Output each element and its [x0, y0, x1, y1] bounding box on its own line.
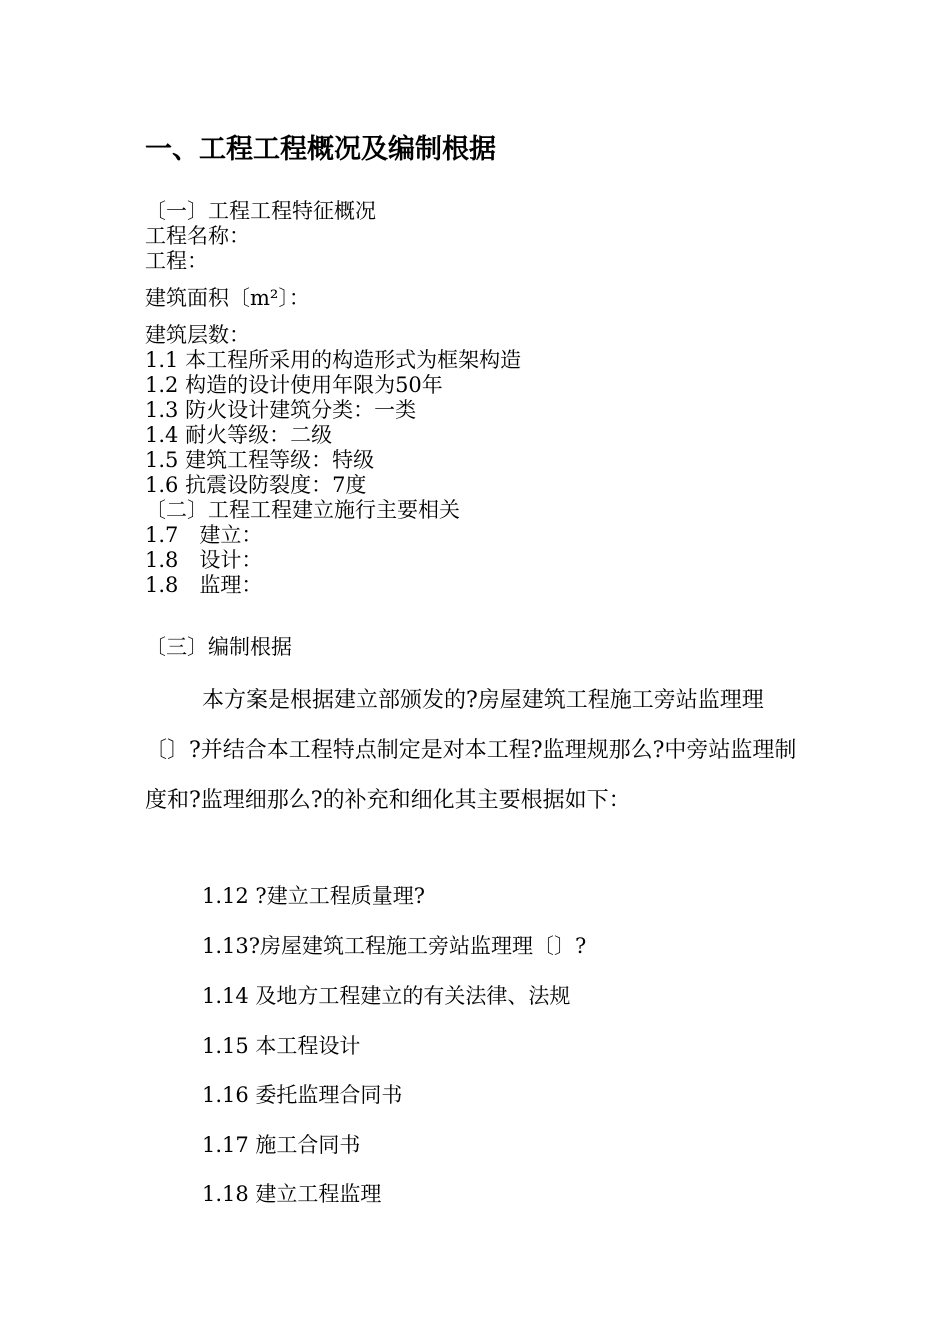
party-item: 1.7 建立： — [145, 523, 263, 547]
basis-item: 1.17 施工合同书 — [202, 1133, 361, 1157]
basis-item: 1.12 ?建立工程质量理? — [202, 884, 425, 908]
feature-item: 1.4 耐火等级：二级 — [145, 423, 333, 447]
feature-item: 1.6 抗震设防裂度：7度 — [145, 473, 367, 497]
section2-title: 〔二〕工程工程建立施行主要相关 — [145, 498, 460, 522]
section3-title: 〔三〕编制根据 — [145, 635, 292, 659]
document-heading: 一、工程工程概况及编制根据 — [145, 134, 496, 165]
building-area-label: 建筑面积〔m²〕： — [145, 286, 310, 310]
feature-item: 1.1 本工程所采用的构造形式为框架构造 — [145, 348, 522, 372]
project-name-label: 工程名称： — [145, 224, 250, 248]
basis-item: 1.13?房屋建筑工程施工旁站监理理〔〕? — [202, 934, 587, 958]
basis-item: 1.14 及地方工程建立的有关法律、法规 — [202, 984, 571, 1008]
basis-item: 1.18 建立工程监理 — [202, 1182, 382, 1206]
basis-item: 1.16 委托监理合同书 — [202, 1083, 403, 1107]
basis-item: 1.15 本工程设计 — [202, 1034, 361, 1058]
building-floors-label: 建筑层数： — [145, 323, 250, 347]
basis-paragraph: 本方案是根据建立部颁发的?房屋建筑工程施工旁站监理理〔〕?并结合本工程特点制定是对本工程?监理规那么?中旁站监理制度和?监理细那么?的补充和细化其主要根据如下： — [145, 688, 797, 813]
section1-title: 〔一〕工程工程特征概况 — [145, 199, 376, 223]
feature-item: 1.5 建筑工程等级：特级 — [145, 448, 375, 472]
party-item: 1.8 监理： — [145, 573, 263, 597]
project-label: 工程： — [145, 249, 208, 273]
feature-item: 1.3 防火设计建筑分类：一类 — [145, 398, 417, 422]
feature-item: 1.2 构造的设计使用年限为50年 — [145, 373, 443, 397]
party-item: 1.8 设计： — [145, 548, 263, 572]
